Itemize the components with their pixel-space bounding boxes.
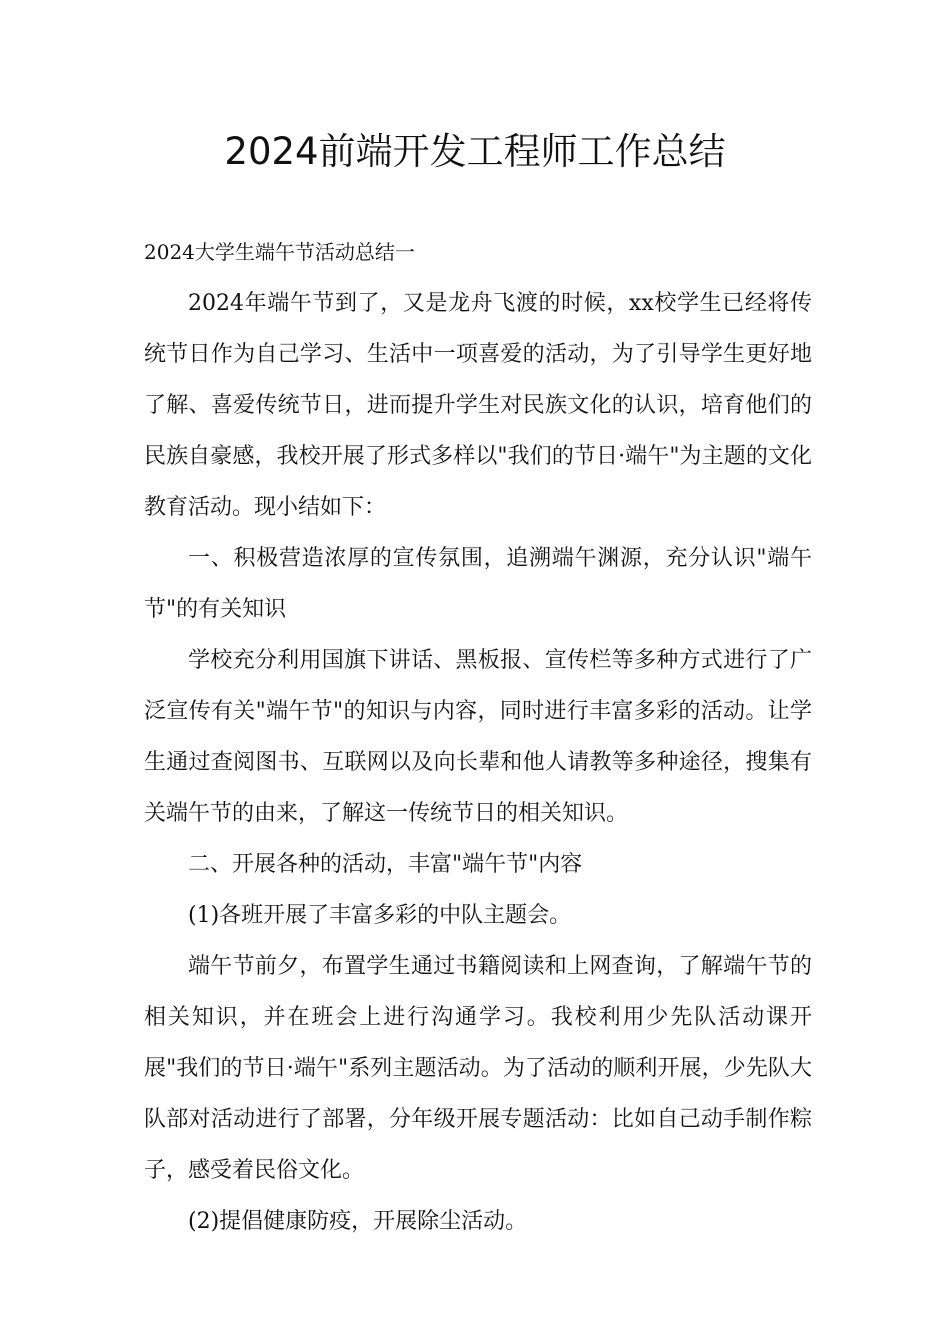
list-item-2: (2)提倡健康防疫，开展除尘活动。 (188, 1209, 528, 1234)
section-heading-2: 二、开展各种的活动，丰富"端午节"内容 (188, 852, 583, 877)
list-item-1: (1)各班开展了丰富多彩的中队主题会。 (188, 903, 572, 928)
paragraph-intro: 2024年端午节到了，又是龙舟飞渡的时候，xx校学生已经将传统节日作为自己学习、生活中一项喜爱的活动，为了引导学生更好地了解、喜爱传统节日，进而提升学生对民族文化的认识，培育他们的民族自豪感，我校开展了形式多样以"我们的节日·端午"为主题的文化教育活动。现小结如下： (144, 291, 812, 520)
paragraph-publicity: 学校充分利用国旗下讲话、黑板报、宣传栏等多种方式进行了广泛宣传有关"端午节"的知识与内容，同时进行丰富多彩的活动。让学生通过查阅图书、互联网以及向长辈和他人请教等多种途径，搜集有关端午节的由来，了解这一传统节日的相关知识。 (144, 648, 812, 826)
paragraph-class-meeting: 端午节前夕，布置学生通过书籍阅读和上网查询，了解端午节的相关知识，并在班会上进行沟通学习。我校利用少先队活动课开展"我们的节日·端午"系列主题活动。为了活动的顺利开展，少先队大队部对活动进行了部署，分年级开展专题活动：比如自己动手制作粽子，感受着民俗文化。 (144, 954, 812, 1183)
document-title: 2024前端开发工程师工作总结 (224, 130, 726, 173)
document-body (144, 227, 812, 1247)
document-subtitle: 2024大学生端午节活动总结一 (144, 240, 415, 264)
section-heading-1: 一、积极营造浓厚的宣传氛围，追溯端午渊源，充分认识"端午节"的有关知识 (144, 546, 812, 622)
